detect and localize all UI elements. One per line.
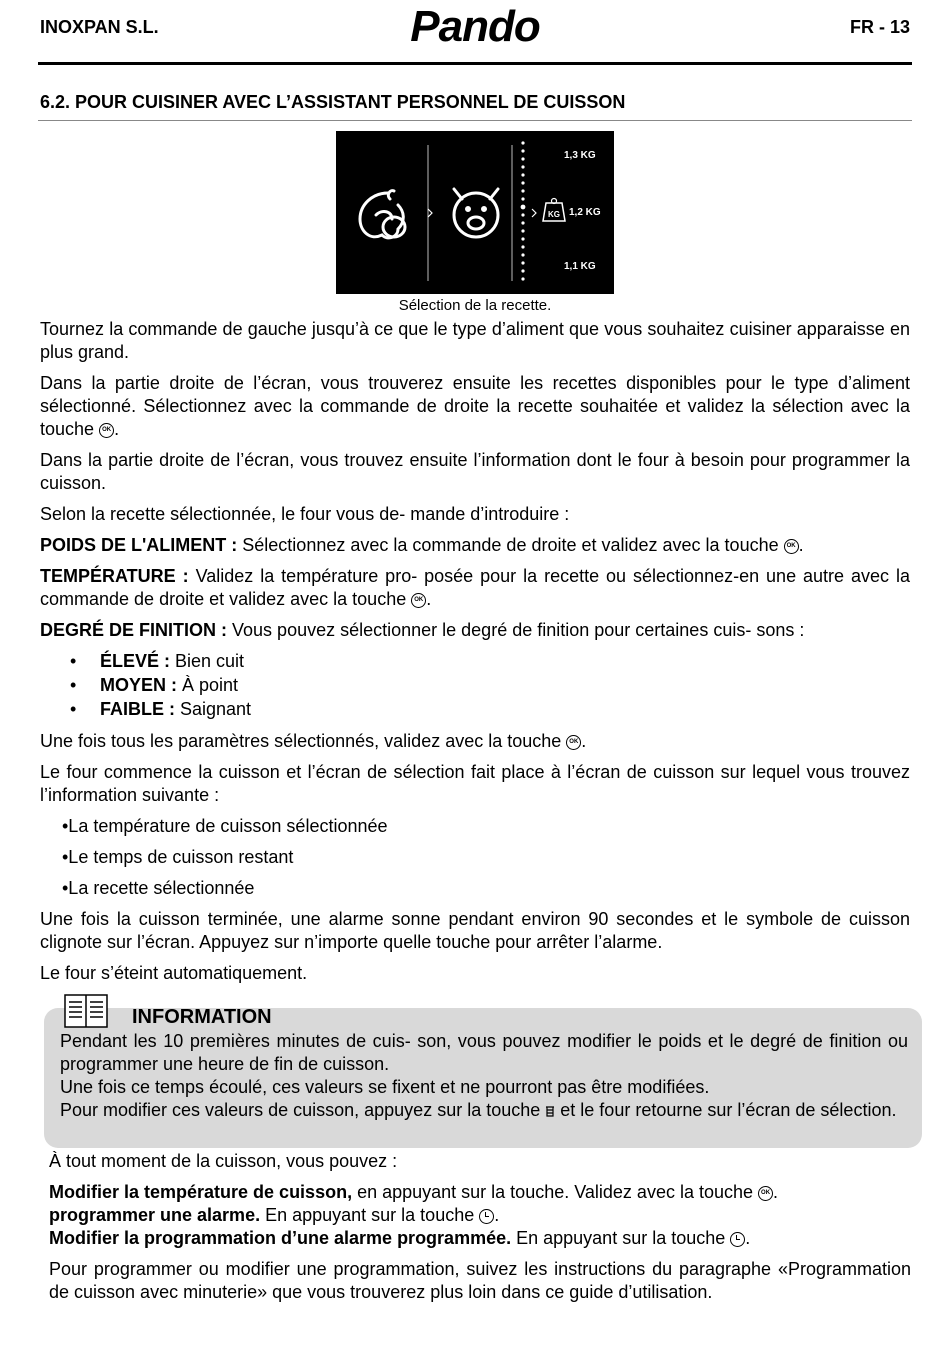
paragraph-3: Dans la partie droite de l’écran, vous trouvez ensuite l’information dont le four à besoin pour programmer la cuisson. [40,450,910,493]
info-line-2: Une fois ce temps écoulé, ces valeurs se fixent et ne pourront pas être modifiées. [60,1077,710,1097]
action-3: Modifier la programmation d’une alarme programmée. En appuyant sur la touche . [49,1228,751,1248]
weight-option-1: 1,3 KG [564,150,596,161]
list-item: •La recette sélectionnée [62,878,255,898]
kg-badge: KG [548,210,560,219]
list-item: • MOYEN : À point [70,675,239,695]
header-rule [38,62,912,65]
info-line-1: Pendant les 10 premières minutes de cuis- son, vous pouvez modifier le poids et le degré de finition ou programmer une heure de fin de cuisson. [60,1031,908,1074]
list-item: •La température de cuisson sélectionnée [62,816,388,836]
list-item: •Le temps de cuisson restant [62,847,294,867]
paragraph-7: Une fois la cuisson terminée, une alarme sonne pendant environ 90 secondes et le symbole de cuisson clignote sur l’écran. Appuyez sur n’importe quelle touche pour arrêter l’alarme. [40,909,910,952]
paragraph-8: Le four s’éteint automatiquement. [40,963,308,983]
after-intro: À tout moment de la cuisson, vous pouvez : [49,1151,398,1171]
clock-icon [479,1209,494,1224]
list-item: • FAIBLE : Saignant [70,699,252,719]
figure-caption: Sélection de la recette. [398,297,552,314]
paragraph-6: Le four commence la cuisson et l’écran de sélection fait place à l’écran de cuisson sur lequel vous trouvez l’information suivante : [40,762,910,805]
paragraph-5: Une fois tous les paramètres sélectionnés, validez avec la touche OK . [40,731,587,751]
ok-icon: OK [99,423,114,438]
final-paragraph: Pour programmer ou modifier une programmation, suivez les instructions du paragraphe «Programmation de cuisson avec minuterie» que vous trouverez plus loin dans ce guide d’utilisation. [49,1259,911,1302]
temperature-paragraph: TEMPÉRATURE : Validez la température pro- posée pour la recette ou sélectionnez-en une autre avec la commande de droite et validez avec la touche OK . [40,566,910,609]
ok-icon: OK [784,539,799,554]
clock-icon [730,1232,745,1247]
weight-option-2: 1,2 KG [569,207,601,218]
paragraph-2: Dans la partie droite de l’écran, vous trouverez ensuite les recettes disponibles pour le type d’aliment sélectionné. Sélectionnez avec la commande de droite la recette souhaitée et validez la sélection avec la touche OK . [40,373,910,439]
list-item: • ÉLEVÉ : Bien cuit [70,651,245,671]
ok-icon: OK [411,593,426,608]
ok-icon: OK [758,1186,773,1201]
oven-display-figure [336,131,614,294]
weight-option-3: 1,1 KG [564,261,596,272]
ok-icon: OK [566,735,581,750]
book-icon [64,993,108,1029]
page-number: FR - 13 [849,17,910,37]
degre-paragraph: DEGRÉ DE FINITION : Vous pouvez sélectionner le degré de finition pour certaines cuis- sons : [40,620,805,640]
brand-logo: Pando [410,2,540,51]
action-2: programmer une alarme. En appuyant sur la touche . [49,1205,500,1225]
info-line-3: Pour modifier ces valeurs de cuisson, appuyez sur la touche et le four retourne sur l’écran de sélection. [60,1100,897,1120]
paragraph-4: Selon la recette sélectionnée, le four vous de- mande d’introduire : [40,504,570,524]
information-title: INFORMATION [132,1006,272,1028]
section-title: 6.2. POUR CUISINER AVEC L’ASSISTANT PERSONNEL DE CUISSON [40,92,626,112]
cooking-pot-icon [545,1104,555,1118]
action-1: Modifier la température de cuisson, en appuyant sur la touche. Validez avec la touche OK . [49,1182,779,1202]
poids-paragraph: POIDS DE L'ALIMENT : Sélectionnez avec la commande de droite et validez avec la touche OK . [40,535,804,555]
company-name: INOXPAN S.L. [40,17,159,37]
section-rule [38,120,912,121]
paragraph-1: Tournez la commande de gauche jusqu’à ce que le type d’aliment que vous souhaitez cuisiner apparaisse en plus grand. [40,319,910,362]
